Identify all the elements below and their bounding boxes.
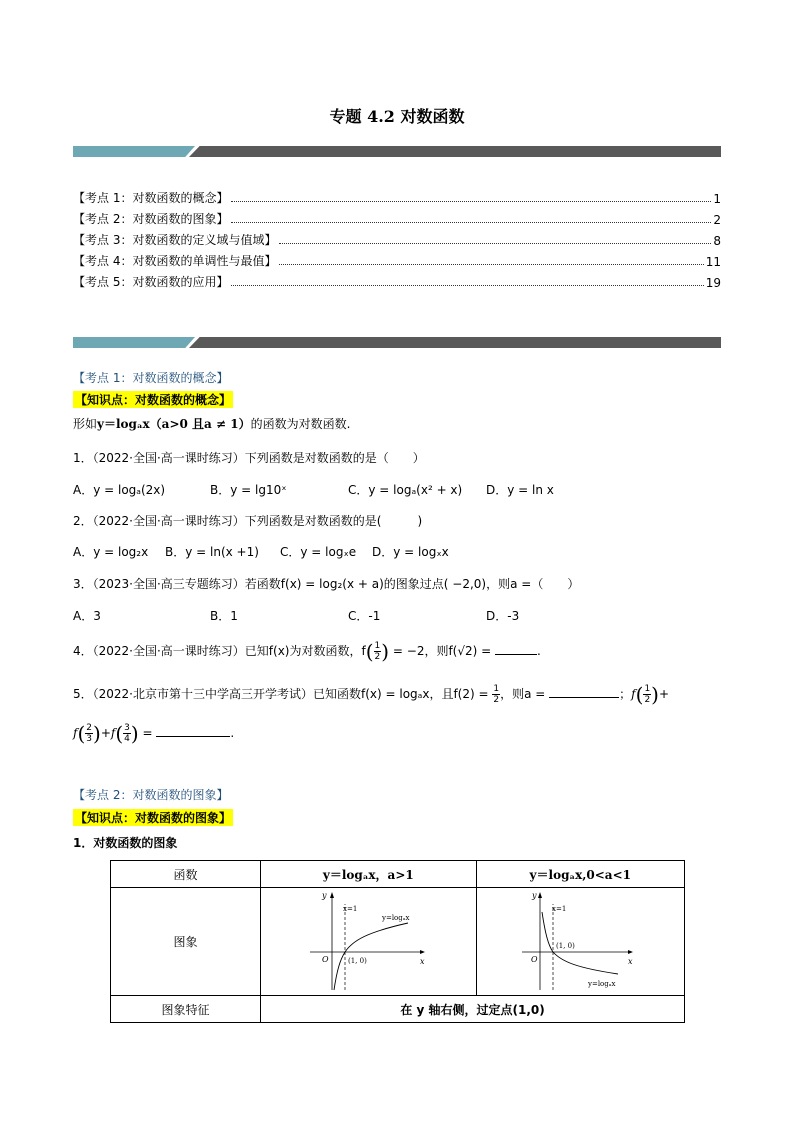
toc-leader-dots	[279, 242, 711, 244]
section-heading-2: 【考点 2：对数函数的图象】	[73, 788, 229, 802]
svg-text:y=logₐx: y=logₐx	[382, 913, 410, 922]
toc-entry-page: 8	[713, 234, 721, 248]
band-teal-segment	[73, 146, 195, 157]
toc-entry-page: 2	[713, 213, 721, 227]
q3-option-a[interactable]: A．3	[73, 609, 101, 623]
q5-answer-blank-1[interactable]	[549, 697, 619, 698]
definition-line	[73, 415, 350, 432]
q5-answer-blank-2[interactable]	[156, 736, 230, 737]
svg-text:O: O	[322, 954, 329, 964]
toc-entry-label: 【考点 3：对数函数的定义域与值域】	[73, 233, 277, 247]
log-graph-increasing	[308, 890, 428, 994]
q5-half-fraction: $\frac{1}{2}$	[493, 684, 500, 705]
question-5-line1: 5．（2022·北京市第十三中学高三开学考试）已知函数f(x) = logₐx，且f(2) = $\frac{1}{2}$ ，则a = ；f( $\frac{1}{2}$ )+	[73, 682, 670, 707]
toc-entry-label: 【考点 5：对数函数的应用】	[73, 275, 229, 289]
q1-option-d[interactable]: D．y = ln x	[486, 483, 554, 497]
graph-cell-increasing	[261, 888, 476, 996]
q2-option-d[interactable]: D．y = logₓx	[372, 545, 449, 559]
toc-entry-page: 1	[713, 192, 721, 206]
knowledge-point-1: 【知识点：对数函数的概念】	[75, 393, 232, 407]
knowledge-point-2: 【知识点：对数函数的图象】	[75, 811, 232, 825]
q4-fraction: $\frac{1}{2}$	[374, 641, 381, 662]
svg-text:x=1: x=1	[552, 904, 567, 913]
graph-cell-decreasing	[476, 888, 684, 996]
log-graph-decreasing	[520, 890, 640, 994]
q5-f12-fraction: $\frac{1}{2}$	[644, 684, 651, 705]
question-4: 4．（2022·全国·高一课时练习）已知f(x)为对数函数，f( $\frac{1}{2}$ ) = −2，则f(√2) = .	[73, 639, 541, 664]
band-dark-segment	[189, 146, 721, 157]
section-divider-band	[73, 337, 721, 348]
toc-entry[interactable]	[73, 190, 721, 206]
q5-text-pre: 5．（2022·北京市第十三中学高三开学考试）已知函数f(x) = logₐx，且f(2) =	[73, 687, 493, 701]
q4-text-end: .	[537, 644, 541, 658]
section-heading-1: 【考点 1：对数函数的概念】	[73, 371, 229, 385]
subsection-heading: 1．对数函数的图象	[73, 836, 178, 850]
band-dark-segment	[189, 337, 721, 348]
q3-option-d[interactable]: D．-3	[486, 609, 520, 623]
table-feature-row	[111, 996, 685, 1023]
table-graph-row	[111, 888, 685, 996]
header-function: 函数	[111, 861, 261, 888]
svg-text:(1, 0): (1, 0)	[556, 941, 576, 950]
q1-option-b[interactable]: B．y = lg10ˣ	[210, 483, 287, 497]
svg-text:x=1: x=1	[343, 904, 358, 913]
toc-entry-page: 11	[705, 255, 721, 269]
svg-text:x: x	[628, 956, 633, 966]
q1-option-c[interactable]: C．y = logₐ(x² + x)	[348, 483, 463, 497]
toc-leader-dots	[231, 200, 711, 202]
log-graph-table	[110, 860, 685, 1023]
q5-f23-fraction: $\frac{2}{3}$	[86, 723, 92, 744]
svg-text:y: y	[322, 890, 327, 900]
page-title: 专题 4.2 对数函数	[329, 107, 465, 126]
svg-text:y=logₐx: y=logₐx	[588, 979, 616, 988]
q2-option-b[interactable]: B．y = ln(x +1)	[165, 545, 259, 559]
toc-entry-label: 【考点 4：对数函数的单调性与最值】	[73, 254, 277, 268]
row-label-feature: 图象特征	[111, 996, 261, 1023]
question-2-stem: 2．（2022·全国·高一课时练习）下列函数是对数函数的是( )	[73, 514, 423, 528]
question-5-line2: f( $\frac{2}{3}$ )+f( $\frac{3}{4}$ ) = .	[73, 721, 235, 746]
band-teal-segment	[73, 337, 195, 348]
toc-leader-dots	[279, 263, 703, 265]
q2-option-c[interactable]: C．y = logₓe	[280, 545, 357, 559]
svg-text:y: y	[532, 890, 537, 900]
toc-entry-page: 19	[705, 276, 721, 290]
toc-entry-label: 【考点 2：对数函数的图象】	[73, 212, 229, 226]
toc-leader-dots	[231, 221, 711, 223]
svg-text:x: x	[420, 956, 425, 966]
definition-formula: y＝logₐx（a>0 且a ≠ 1）	[97, 417, 251, 431]
q5-f34-fraction: $\frac{3}{4}$	[124, 723, 130, 744]
question-3-stem: 3．（2023·全国·高三专题练习）若函数f(x) = log₂(x + a)的图象过点( −2,0)，则a =（ ）	[73, 577, 580, 591]
q5-text-mid: ，则a =	[500, 687, 550, 701]
row-label-graph: 图象	[111, 888, 261, 996]
toc-entry[interactable]	[73, 253, 721, 269]
toc-entry[interactable]	[73, 232, 721, 248]
header-a-between-0-1: y＝logₐx,0<a<1	[476, 861, 684, 888]
svg-text:(1, 0): (1, 0)	[348, 956, 368, 965]
definition-pre: 形如	[73, 417, 98, 431]
question-1-stem: 1．（2022·全国·高一课时练习）下列函数是对数函数的是（ ）	[73, 451, 425, 465]
definition-post: 的函数为对数函数.	[250, 417, 351, 431]
toc-entry-label: 【考点 1：对数函数的概念】	[73, 191, 229, 205]
header-divider-band	[73, 146, 721, 157]
toc-entry[interactable]	[73, 274, 721, 290]
q3-option-b[interactable]: B．1	[210, 609, 238, 623]
q3-option-c[interactable]: C．-1	[348, 609, 381, 623]
toc-leader-dots	[231, 284, 703, 286]
header-a-greater-1: y＝logₐx，a>1	[261, 861, 476, 888]
svg-text:O: O	[531, 954, 538, 964]
q1-option-a[interactable]: A．y = logₐ(2x)	[73, 483, 166, 497]
table-header-row	[111, 861, 685, 888]
toc-entry[interactable]	[73, 211, 721, 227]
q4-text-mid: = −2，则f(√2) =	[389, 644, 496, 658]
feature-text: 在 y 轴右侧，过定点(1,0)	[261, 996, 685, 1023]
q4-text-pre: 4．（2022·全国·高一课时练习）已知f(x)为对数函数，f	[73, 644, 366, 658]
q4-answer-blank[interactable]	[495, 654, 537, 655]
q2-option-a[interactable]: A．y = log₂x	[73, 545, 149, 559]
